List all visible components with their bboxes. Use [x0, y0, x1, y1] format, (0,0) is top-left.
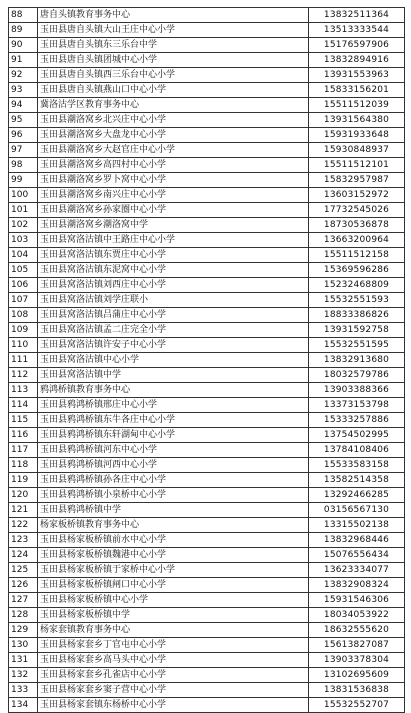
phone-number: 15532551595 — [309, 338, 405, 353]
phone-number: 13832913680 — [309, 353, 405, 368]
table-row — [9, 473, 405, 488]
table-row — [9, 668, 405, 683]
school-name: 玉田县杨家板桥镇魏港中心小学 — [38, 548, 309, 563]
school-name: 玉田县窝洛沽镇孟二庄完全小学 — [38, 323, 309, 338]
school-name: 冀洛沽学区教育事务中心 — [38, 98, 309, 113]
row-number: 112 — [9, 368, 38, 383]
row-number: 93 — [9, 83, 38, 98]
contact-table-body — [9, 8, 405, 713]
phone-number: 13903378304 — [309, 653, 405, 668]
phone-number: 15532551593 — [309, 293, 405, 308]
school-name: 玉田县窝洛沽镇东泥窝中心小学 — [38, 263, 309, 278]
table-row — [9, 653, 405, 668]
row-number: 89 — [9, 23, 38, 38]
row-number: 103 — [9, 233, 38, 248]
row-number: 129 — [9, 623, 38, 638]
phone-number: 13831536838 — [309, 683, 405, 698]
phone-number: 13931553963 — [309, 68, 405, 83]
phone-number: 13754502995 — [309, 428, 405, 443]
row-number: 133 — [9, 683, 38, 698]
table-row — [9, 188, 405, 203]
phone-number: 15511512101 — [309, 158, 405, 173]
school-name: 玉田县窝洛沽镇许安子中心小学 — [38, 338, 309, 353]
table-row — [9, 143, 405, 158]
row-number: 107 — [9, 293, 38, 308]
school-name: 玉田县鸦鸿桥镇中学 — [38, 503, 309, 518]
table-row — [9, 623, 405, 638]
table-row — [9, 593, 405, 608]
phone-number: 15930848937 — [309, 143, 405, 158]
row-number: 132 — [9, 668, 38, 683]
row-number: 88 — [9, 8, 38, 23]
school-name: 玉田县杨家套镇东杨桥中心小学 — [38, 698, 309, 713]
school-name: 玉田县唐自头镇团城中心小学 — [38, 53, 309, 68]
school-name: 玉田县窝洛沽镇刘学庄联小 — [38, 293, 309, 308]
school-name: 玉田县唐自头镇燕山口中心小学 — [38, 83, 309, 98]
table-row — [9, 503, 405, 518]
school-name: 玉田县窝洛沽镇东贾庄中心小学 — [38, 248, 309, 263]
table-row — [9, 308, 405, 323]
table-row — [9, 248, 405, 263]
school-name: 玉田县窝洛沽镇中王路庄中心小学 — [38, 233, 309, 248]
school-name: 玉田县唐自头镇西三乐台中心小学 — [38, 68, 309, 83]
phone-number: 13931564380 — [309, 113, 405, 128]
table-row — [9, 23, 405, 38]
phone-number: 15533583158 — [309, 458, 405, 473]
school-name: 玉田县潮洛窝乡大赵官庄中心小学 — [38, 143, 309, 158]
phone-number: 15511512158 — [309, 248, 405, 263]
row-number: 108 — [9, 308, 38, 323]
school-name: 玉田县唐自头镇大山王庄中心小学 — [38, 23, 309, 38]
phone-number: 15832957987 — [309, 173, 405, 188]
phone-number: 13832511364 — [309, 8, 405, 23]
phone-number: 13102695609 — [309, 668, 405, 683]
row-number: 124 — [9, 548, 38, 563]
phone-number: 13292466285 — [309, 488, 405, 503]
table-row — [9, 428, 405, 443]
school-name: 玉田县潮洛窝乡潮洛窝中学 — [38, 218, 309, 233]
school-name: 玉田县潮洛窝乡大盘龙中心小学 — [38, 128, 309, 143]
row-number: 127 — [9, 593, 38, 608]
school-name: 唐自头镇教育事务中心 — [38, 8, 309, 23]
phone-number: 15232468809 — [309, 278, 405, 293]
row-number: 91 — [9, 53, 38, 68]
table-row — [9, 398, 405, 413]
row-number: 119 — [9, 473, 38, 488]
phone-number: 18032579786 — [309, 368, 405, 383]
school-name: 玉田县鸦鸿桥镇东轩湖甸中心小学 — [38, 428, 309, 443]
table-row — [9, 488, 405, 503]
table-row — [9, 443, 405, 458]
row-number: 116 — [9, 428, 38, 443]
row-number: 101 — [9, 203, 38, 218]
row-number: 111 — [9, 353, 38, 368]
table-row — [9, 203, 405, 218]
table-row — [9, 233, 405, 248]
phone-number: 13832894916 — [309, 53, 405, 68]
school-name: 玉田县潮洛窝乡孙家圈中心小学 — [38, 203, 309, 218]
row-number: 104 — [9, 248, 38, 263]
table-row — [9, 113, 405, 128]
row-number: 115 — [9, 413, 38, 428]
row-number: 134 — [9, 698, 38, 713]
phone-number: 15176597906 — [309, 38, 405, 53]
phone-number: 13513333544 — [309, 23, 405, 38]
school-name: 玉田县鸦鸿桥镇小泉桥中心小学 — [38, 488, 309, 503]
school-name: 玉田县鸦鸿桥镇孙各庄中心小学 — [38, 473, 309, 488]
table-row — [9, 548, 405, 563]
row-number: 122 — [9, 518, 38, 533]
row-number: 120 — [9, 488, 38, 503]
row-number: 92 — [9, 68, 38, 83]
row-number: 90 — [9, 38, 38, 53]
phone-number: 13582514358 — [309, 473, 405, 488]
row-number: 95 — [9, 113, 38, 128]
row-number: 109 — [9, 323, 38, 338]
phone-number: 13931592758 — [309, 323, 405, 338]
table-row — [9, 8, 405, 23]
school-name: 杨家套镇教育事务中心 — [38, 623, 309, 638]
school-name: 玉田县潮洛窝乡南兴庄中心小学 — [38, 188, 309, 203]
row-number: 99 — [9, 173, 38, 188]
table-row — [9, 263, 405, 278]
row-number: 117 — [9, 443, 38, 458]
school-name: 玉田县杨家套乡丁官屯中心小学 — [38, 638, 309, 653]
phone-number: 13623334077 — [309, 563, 405, 578]
phone-number: 18034053922 — [309, 608, 405, 623]
row-number: 97 — [9, 143, 38, 158]
table-row — [9, 383, 405, 398]
row-number: 130 — [9, 638, 38, 653]
school-name: 玉田县鸦鸿桥镇邢庄中心小学 — [38, 398, 309, 413]
phone-number: 13903388366 — [309, 383, 405, 398]
phone-number: 15076556434 — [309, 548, 405, 563]
table-row — [9, 518, 405, 533]
row-number: 98 — [9, 158, 38, 173]
school-name: 杨家板桥镇教育事务中心 — [38, 518, 309, 533]
school-name: 玉田县窝洛沽镇中心小学 — [38, 353, 309, 368]
table-row — [9, 98, 405, 113]
phone-number: 15333257886 — [309, 413, 405, 428]
phone-number: 15511512039 — [309, 98, 405, 113]
school-name: 玉田县唐自头镇东三乐台中学 — [38, 38, 309, 53]
school-name: 玉田县杨家板桥镇中心小学 — [38, 593, 309, 608]
phone-number: 15369596286 — [309, 263, 405, 278]
table-row — [9, 563, 405, 578]
school-name: 玉田县潮洛窝乡北兴庄中心小学 — [38, 113, 309, 128]
table-row — [9, 323, 405, 338]
table-row — [9, 158, 405, 173]
table-row — [9, 413, 405, 428]
school-name: 玉田县杨家套乡高马头中心小学 — [38, 653, 309, 668]
table-row — [9, 173, 405, 188]
row-number: 121 — [9, 503, 38, 518]
school-name: 玉田县杨家板桥镇闸口中心小学 — [38, 578, 309, 593]
table-row — [9, 53, 405, 68]
table-row — [9, 368, 405, 383]
row-number: 102 — [9, 218, 38, 233]
row-number: 126 — [9, 578, 38, 593]
row-number: 128 — [9, 608, 38, 623]
phone-number: 13315502138 — [309, 518, 405, 533]
row-number: 125 — [9, 563, 38, 578]
school-name: 玉田县鸦鸿桥镇河西中心小学 — [38, 458, 309, 473]
table-row — [9, 128, 405, 143]
table-row — [9, 533, 405, 548]
table-row — [9, 608, 405, 623]
table-row — [9, 353, 405, 368]
school-name: 玉田县杨家套乡孔雀店中心小学 — [38, 668, 309, 683]
phone-number: 15613827087 — [309, 638, 405, 653]
phone-number: 15931546306 — [309, 593, 405, 608]
school-name: 玉田县窝洛沽镇中学 — [38, 368, 309, 383]
row-number: 114 — [9, 398, 38, 413]
phone-number: 13663200964 — [309, 233, 405, 248]
school-name: 玉田县鸦鸿桥镇东牛各庄中心小学 — [38, 413, 309, 428]
phone-number: 15833156201 — [309, 83, 405, 98]
school-name: 玉田县杨家板桥镇前水中心小学 — [38, 533, 309, 548]
table-row — [9, 683, 405, 698]
table-row — [9, 638, 405, 653]
contact-table — [8, 7, 405, 713]
phone-number: 18632555620 — [309, 623, 405, 638]
row-number: 96 — [9, 128, 38, 143]
row-number: 131 — [9, 653, 38, 668]
school-name: 玉田县鸦鸿桥镇河东中心小学 — [38, 443, 309, 458]
phone-number: 15532552707 — [309, 698, 405, 713]
table-row — [9, 338, 405, 353]
row-number: 123 — [9, 533, 38, 548]
row-number: 94 — [9, 98, 38, 113]
phone-number: 03156567130 — [309, 503, 405, 518]
phone-number: 13832908324 — [309, 578, 405, 593]
row-number: 113 — [9, 383, 38, 398]
row-number: 106 — [9, 278, 38, 293]
table-row — [9, 278, 405, 293]
row-number: 118 — [9, 458, 38, 473]
table-row — [9, 83, 405, 98]
phone-number: 18730536878 — [309, 218, 405, 233]
school-name: 玉田县窝洛沽镇刘西庄中心小学 — [38, 278, 309, 293]
table-row — [9, 38, 405, 53]
table-row — [9, 458, 405, 473]
phone-number: 17732545026 — [309, 203, 405, 218]
row-number: 105 — [9, 263, 38, 278]
school-name: 玉田县杨家板桥镇于家桥中心小学 — [38, 563, 309, 578]
school-name: 玉田县窝洛沽镇吕蒲庄中心小学 — [38, 308, 309, 323]
phone-number: 13373153798 — [309, 398, 405, 413]
school-name: 鸦鸿桥镇教育事务中心 — [38, 383, 309, 398]
table-row — [9, 293, 405, 308]
phone-number: 15931933648 — [309, 128, 405, 143]
row-number: 110 — [9, 338, 38, 353]
school-name: 玉田县杨家套乡窦子营中心小学 — [38, 683, 309, 698]
phone-number: 18833386826 — [309, 308, 405, 323]
school-name: 玉田县杨家板桥镇中学 — [38, 608, 309, 623]
school-name: 玉田县潮洛窝乡高四村中心小学 — [38, 158, 309, 173]
table-row — [9, 218, 405, 233]
table-row — [9, 698, 405, 713]
school-name: 玉田县潮洛窝乡罗卜窝中心小学 — [38, 173, 309, 188]
table-row — [9, 68, 405, 83]
table-row — [9, 578, 405, 593]
phone-number: 13603152972 — [309, 188, 405, 203]
row-number: 100 — [9, 188, 38, 203]
phone-number: 13832968446 — [309, 533, 405, 548]
phone-number: 13784108406 — [309, 443, 405, 458]
